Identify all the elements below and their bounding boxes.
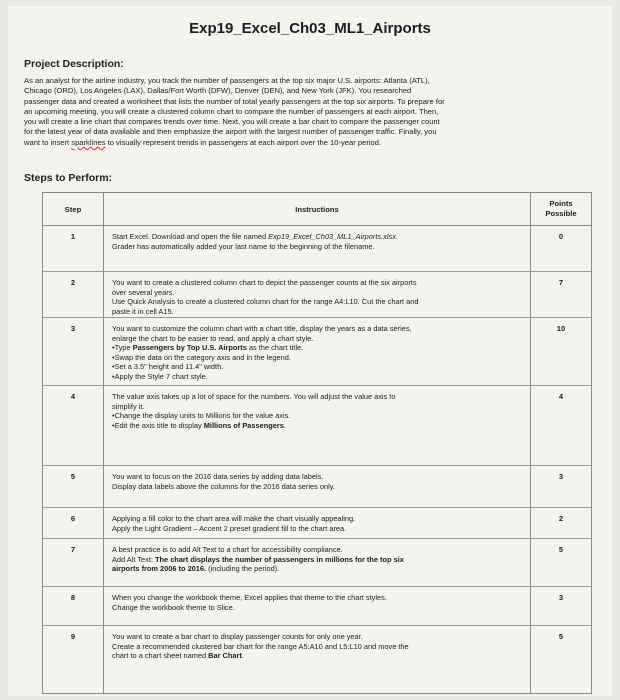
instruction-line (112, 324, 517, 334)
instruction-text: paste it in cell A15. (112, 306, 174, 316)
instruction-text: •Type (112, 343, 133, 353)
instruction-line (112, 524, 517, 534)
instruction-line (112, 343, 517, 353)
instruction-text: enlarge the chart to be easier to read, and apply a chart style. (112, 333, 314, 343)
step-number: 6 (70, 514, 76, 523)
step-instructions (112, 324, 517, 382)
instruction-text: •Edit the axis title to display (112, 420, 204, 430)
step-points: 3 (558, 472, 564, 481)
instruction-line (112, 472, 517, 482)
instruction-line (112, 651, 517, 661)
step-number: 1 (70, 232, 76, 241)
table-row (43, 507, 591, 539)
table-row (43, 271, 591, 318)
instruction-text: simplify it. (112, 401, 145, 411)
table-row (43, 625, 591, 693)
instruction-line (112, 482, 517, 492)
instruction-line (112, 642, 517, 652)
instruction-text: You want to create a bar chart to display passenger counts for only one year. (112, 632, 363, 641)
step-points: 5 (558, 632, 564, 641)
instruction-line (112, 564, 517, 574)
description-text: want to insert (24, 137, 72, 147)
instruction-line (112, 545, 517, 555)
instruction-line (112, 392, 517, 402)
step-number: 9 (70, 632, 76, 641)
project-description-heading: Project Description: (24, 58, 124, 70)
step-instructions (112, 392, 517, 430)
instruction-line (112, 632, 517, 642)
step-instructions (112, 514, 517, 533)
step-instructions (112, 545, 517, 574)
instruction-line (112, 593, 517, 603)
description-line: As an analyst for the airline industry, you track the number of passengers at the top six major U.S. airports: Atlanta (ATL), (24, 76, 430, 85)
table-header (43, 193, 591, 226)
instruction-italic-text: Exp19_Excel_Ch03_ML1_Airports.xlsx (268, 232, 396, 241)
instruction-text: (including the period). (206, 564, 280, 574)
instruction-text: Applying a fill color to the chart area will make the chart visually appealing. (112, 514, 356, 523)
description-line: passenger data and created a worksheet that lists the number of total yearly passengers at the top six airports. To prepare for (24, 96, 445, 106)
instruction-text: When you change the workbook theme, Excel applies that theme to the chart styles. (112, 593, 387, 602)
description-line: an upcoming meeting, you will create a clustered column chart to compare the number of passengers at each airport. Then, (24, 106, 439, 116)
instruction-line (112, 421, 517, 431)
instruction-text: The value axis takes up a lot of space for the numbers. You will adjust the value axis to (112, 392, 396, 401)
instruction-text: You want to focus on the 2016 data series by adding data labels. (112, 472, 324, 481)
instruction-text: •Set a 3.5" height and 11.4" width. (112, 362, 224, 372)
instruction-line (112, 411, 517, 421)
instruction-line (112, 555, 517, 565)
instruction-text: Display data labels above the columns for the 2016 data series only. (112, 481, 335, 491)
instruction-line (112, 278, 517, 288)
table-row (43, 385, 591, 466)
instruction-text: •Change the display units to Millions for the value axis. (112, 411, 291, 421)
instruction-line (112, 334, 517, 344)
instruction-text: Create a recommended clustered bar chart for the range A5:A10 and L5:L10 and move the (112, 641, 409, 651)
instruction-text: . (395, 232, 398, 241)
instruction-text: Grader has automatically added your last name to the beginning of the filename. (112, 241, 375, 251)
project-description-text (24, 76, 596, 148)
header-points (531, 199, 591, 219)
step-instructions (112, 632, 517, 661)
instruction-line (112, 603, 517, 613)
instruction-text: over several years. (112, 287, 175, 297)
instruction-line (112, 402, 517, 412)
instruction-text: Add Alt Text: (112, 554, 155, 564)
instruction-line (112, 297, 517, 307)
step-instructions (112, 232, 517, 251)
instruction-line (112, 307, 517, 317)
header-instructions: Instructions (295, 205, 339, 214)
steps-table (42, 192, 592, 694)
instruction-bold-text: airports from 2006 to 2016. (112, 564, 207, 574)
description-line: Chicago (ORD), Los Angeles (LAX), Dallas/Fort Worth (DFW), Denver (DEN), and New York (JFK). You researched (24, 86, 412, 96)
instruction-bold-text: The chart displays the number of passengers in millions for the top six (155, 554, 404, 564)
instruction-bold-text: Millions of Passengers (203, 420, 284, 430)
table-row (43, 465, 591, 508)
instruction-text: Apply the Light Gradient – Accent 2 preset gradient fill to the chart area. (112, 523, 347, 533)
step-instructions (112, 472, 517, 491)
description-line-last (24, 138, 596, 148)
instruction-line (112, 514, 517, 524)
step-points: 3 (558, 593, 564, 602)
instruction-line (112, 362, 517, 372)
step-number: 8 (70, 593, 76, 602)
misspelled-word: sparklines (71, 137, 106, 147)
step-instructions (112, 278, 517, 316)
step-number: 2 (70, 278, 76, 287)
instruction-text: as the chart title. (246, 343, 304, 353)
instruction-text: •Swap the data on the category axis and in the legend. (112, 352, 291, 362)
instruction-text: You want to customize the column chart with a chart title, display the years as a data series, (112, 324, 412, 333)
instruction-text: Start Excel. Download and open the file named (112, 232, 269, 241)
table-row (43, 317, 591, 386)
description-line: for the latest year of data available and then emphasize the airport with the largest number of passenger traffic. Finally, you (24, 127, 437, 137)
page-title: Exp19_Excel_Ch03_ML1_Airports (189, 20, 431, 37)
instruction-line (112, 232, 517, 242)
step-points: 0 (558, 232, 564, 241)
instruction-text: . (283, 420, 286, 430)
instruction-line (112, 372, 517, 382)
instruction-line (112, 288, 517, 298)
step-points: 4 (558, 392, 564, 401)
table-row (43, 586, 591, 626)
instruction-line (112, 242, 517, 252)
instruction-bold-text: Bar Chart (208, 651, 242, 661)
step-number: 5 (70, 472, 76, 481)
description-line: you will create a line chart that compares trends over time. Next, you will create a bar chart to compare the passenger count (24, 117, 440, 127)
instruction-line (112, 353, 517, 363)
step-number: 7 (70, 545, 76, 554)
step-points: 5 (558, 545, 564, 554)
step-number: 3 (70, 324, 76, 333)
instruction-text: •Apply the Style 7 chart style. (112, 371, 208, 381)
step-points: 7 (558, 278, 564, 287)
step-points: 2 (558, 514, 564, 523)
description-text: to visually represent trends in passengers at each airport over the 10-year period. (105, 137, 382, 147)
step-instructions (112, 593, 517, 612)
document-page (8, 6, 612, 696)
instruction-text: A best practice is to add Alt Text to a chart for accessibility compliance. (112, 545, 343, 554)
instruction-bold-text: Passengers by Top U.S. Airports (132, 343, 247, 353)
step-number: 4 (70, 392, 76, 401)
header-step: Step (64, 205, 82, 214)
table-row (43, 225, 591, 272)
table-row (43, 538, 591, 587)
step-points: 10 (556, 324, 566, 333)
header-points-line: Possible (545, 209, 577, 218)
instruction-text: You want to create a clustered column chart to depict the passenger counts at the six airports (112, 278, 417, 287)
instruction-text: . (241, 651, 244, 661)
instruction-text: Use Quick Analysis to create a clustered column chart for the range A4:L10. Cut the chart and (112, 297, 419, 307)
instruction-text: Change the workbook theme to Slice. (112, 602, 235, 612)
instruction-text: chart to a chart sheet named (112, 651, 209, 661)
header-points-line: Points (549, 199, 573, 208)
steps-heading: Steps to Perform: (24, 172, 113, 184)
